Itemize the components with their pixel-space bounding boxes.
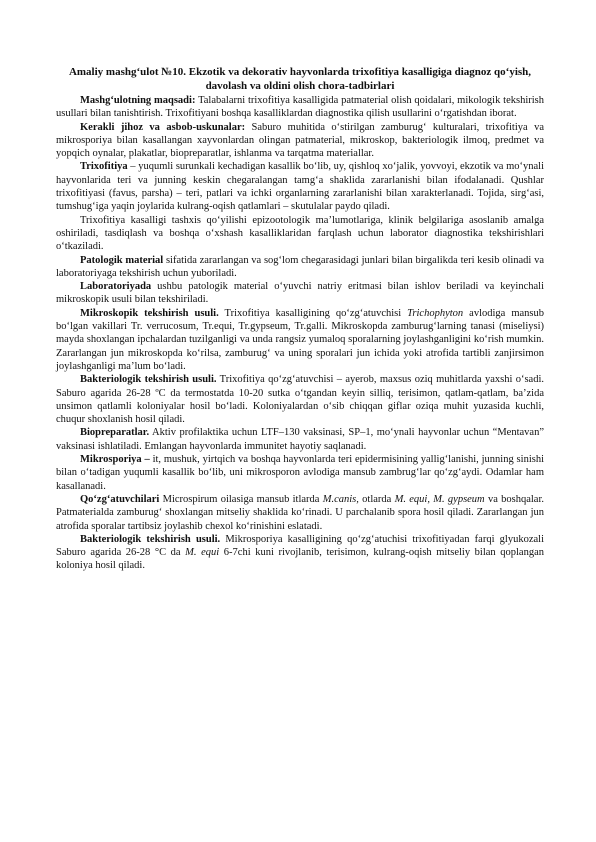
paragraph-pathogens [56,493,544,533]
paragraph-text: Trixofitiya kasalligi tashxis qo‘yilishi epizootologik ma’lumotlariga, klinik belgilariga asoslanib amalga oshiriladi, tasdiqlash va boshqa o‘xshash kasalliklaridan farqlash uchun laborator diagnostika tekshirishlari o‘tkaziladi. [56,214,544,253]
paragraph-lead: Trixofitiya [80,161,128,173]
paragraph-microsporia [56,453,544,493]
paragraph-lead: Mashg‘ulotning maqsadi: [80,95,196,106]
document-title: Amaliy mashg‘ulot №10. Ekzotik va dekorativ hayvonlarda trixofitiya kasalligiga diagnoz qo‘yish, davolash va oldini olish chora-tadbirlari [68,66,532,92]
paragraph-microscopic [56,307,544,373]
paragraph-lead: Biopreparatlar. [80,427,150,439]
paragraph-lead: Bakteriologik tekshirish usuli. [80,533,221,545]
paragraph-pathological-material [56,254,544,281]
document-page [56,66,544,573]
paragraph-lead: Patologik material [80,254,164,266]
paragraph-italic: Trichophyton [407,307,464,319]
paragraph-text: Trixofitiya qo‘zg‘atuvchisi – ayerob, maxsus oziq muhitlarda yaxshi o‘sadi. Saburo agarida 26-28 ºC da termostatda 10-20 sutka o‘tgandan keyin silliq, terisimon, qatlam-qatlam, ba’zida unsimon qatlamli koloniyalar hosil bo‘ladi. Koloniyalardan o‘sib chiqqan giflar oziqa muhit yuzasida kuchli, chuqur shoxlanish hosil qiladi. [56,374,544,426]
paragraph-text: – yuqumli surunkali kechadigan kasallik bo‘lib, uy, qishloq xo‘jalik, yovvoyi, ekzotik va mo‘ynali hayvonlarida teri va junning keskin chegaralangan tamg‘a shaklida zararlanishi bilan ifodalanadi. Qushlar trixofitiyasi (favus, parsha) – teri, patlari va ichki organlarning zararlanishi bilan xarakterlanadi. Tojida, sirg‘asi, tumshug‘iga yaqin joylarida kulrang-oqish qatlamlari – skutulalar paydo qiladi. [56,161,544,213]
paragraph-text: Mikrosporiya kasalligining qo‘zg‘atuchisi trixofitiyadan farqi glyukozali Saburo agarida 26-28 °C da [56,533,544,559]
paragraph-italic: M. equi [185,547,220,559]
paragraph-text: 6-7chi kuni rivojlanib, terisimon, kulrang-oqish mitseliy bilan qoplangan koloniya hosil qiladi. [56,547,544,572]
paragraph-bacteriological [56,373,544,426]
paragraph-italic: M.canis, [322,493,359,505]
paragraph-text: Trixofitiya kasalligining qo‘zg‘atuvchisi [218,307,408,319]
paragraph-text: otlarda [358,493,395,505]
paragraph-text: avlodiga mansub bo‘lgan vakillari Tr. verrucosum, Tr.equi, Tr.gypseum, Tr.galli. Mikroskopda zamburug‘larning tanasi (miseliysi) mayda shoxlangan iрchalardan tuzilganligi va unda rangsiz yumaloq sporalarning joylashganligini ko‘rish mumkin. Zararlangan jun mikroskopda ko‘rilsa, zamburug‘ va uning sporalari jun ichida yoki atrofida tartibli zanjirsimon joylashganligi ma’lum bo‘ladi. [56,307,544,372]
paragraph-diagnosis [56,214,544,254]
paragraph-trichophytosis [56,160,544,213]
paragraph-bacteriological-microsporia [56,533,544,573]
paragraph-lead: Laboratoriyada [80,281,152,293]
paragraph-text: va boshqalar. Patmaterialda zamburug‘ shoxlangan mitseliy shaklida ko‘rinadi. U parchalanib spora hosil qiladi. Zararlangan jun atrofida sporalar tartibsiz joylashib chexol ko‘rinishini eslatadi. [56,493,544,532]
paragraph-text: Talabalarni trixofitiya kasalligida patmaterial olish qoidalari, mikologik tekshirish usullari bilan tanishtirish. Trixofitiyani boshqa kasalliklardan diagnostika qilish usullarini o‘rgatishdan iborat. [56,95,544,120]
paragraph-text: sifatida zararlangan va sog‘lom chegarasidagi junlari bilan birgalikda teri kesib olinadi va laboratoriyaga tekshirish uchun yuboriladi. [56,254,545,279]
paragraph-lead: Mikroskopik tekshirish usuli. [80,307,219,319]
paragraph-laboratory [56,280,544,307]
paragraph-lead: Mikrosporiya – [80,454,150,466]
paragraph-text: Microspirum oilasiga mansub itlarda [159,493,323,505]
paragraph-text: Aktiv profilaktika uchun LTF–130 vaksinasi, SP–1, mo‘ynali hayvonlar uchun “Mentavan” vaksinasi ishlatiladi. Emlangan hayvonlarda immunitet hayotiy saqlanadi. [56,427,544,452]
paragraph-text: it, mushuk, yirtqich va boshqa hayvonlarda teri epidermisining yallig‘lanishi, junning sinishi bilan o‘tadigan yuqumli kasallik bo‘lib, uni mikrosporon avlodiga mansub zambrug‘lar qo‘zg‘aydi. Odamlar ham kasallanadi. [56,454,544,492]
paragraph-biopreparations [56,426,544,453]
paragraph-lead: Kerakli jihoz va asbob-uskunalar: [80,121,246,133]
paragraph-purpose [56,94,544,121]
paragraph-lead: Bakteriologik tekshirish usuli. [80,374,217,386]
paragraph-lead: Qo‘zg‘atuvchilari [80,493,160,505]
paragraph-equipment [56,121,544,161]
paragraph-text: Saburo muhitida o‘stirilgan zamburug‘ kulturalari, trixofitiya va mikrosporiya bilan kasallangan xayvonlardan olingan patmaterial, mikroskop, bakteriologik ilmoq, predmet va yopqich oynalar, plakatlar, biopreparatlar, ishlanma va tarqatma materiallar. [56,121,544,160]
paragraph-italic: M. equi, M. gypseum [394,493,485,505]
paragraph-text: ushbu patologik material o‘yuvchi natriy eritmasi bilan ishlov beriladi va keyinchali mikroskopik usuli bilan tekshiriladi. [56,281,544,306]
